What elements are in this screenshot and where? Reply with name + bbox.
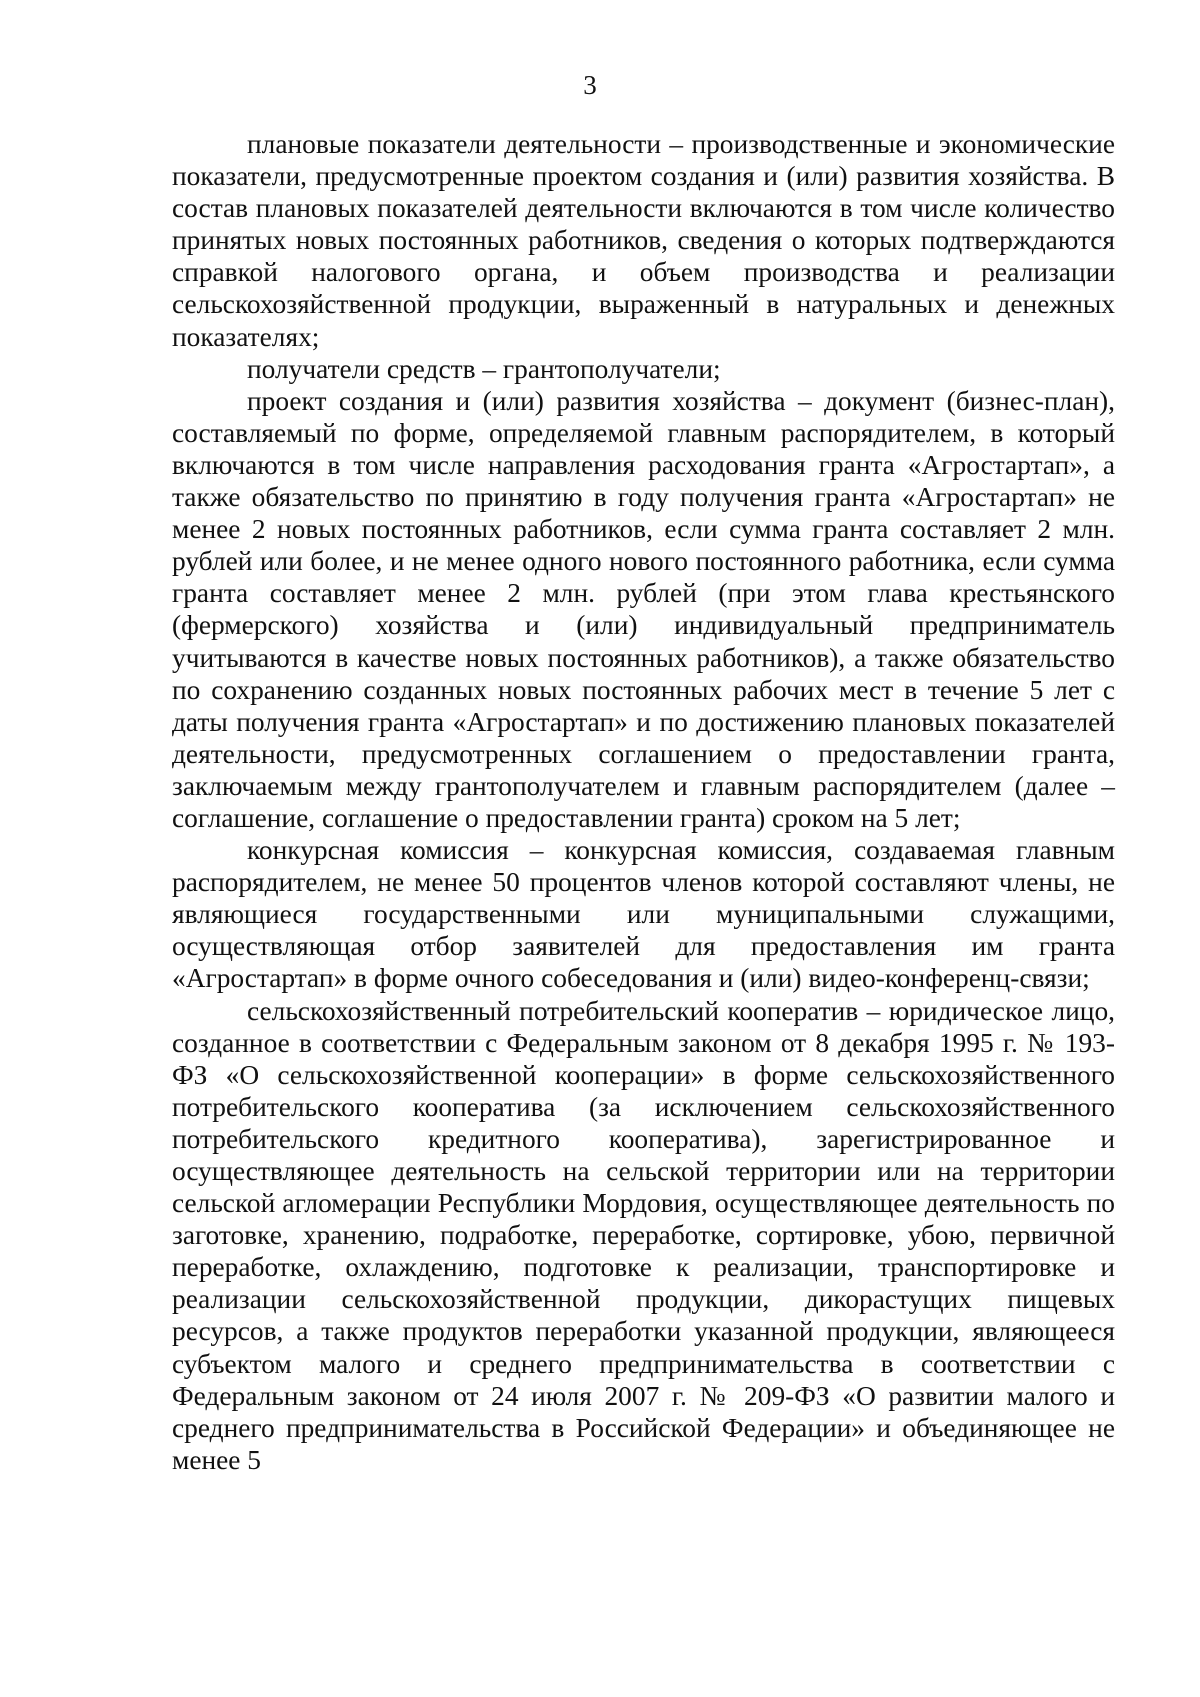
paragraph-business-plan: проект создания и (или) развития хозяйства – документ (бизнес-план), составляемый по форме, определяемой главным распорядителем, в который включаются в том числе направления расходования гранта «Агростартап», а также обязательство по принятию в году получения гранта «Агростартап» не менее 2 новых постоянных работников, если сумма гранта составляет 2 млн. рублей или более, и не менее одного нового постоянного работника, если сумма гранта составляет менее 2 млн. рублей (при этом глава крестьянского (фермерского) хозяйства и (или) индивидуальный предприниматель учитываются в качестве новых постоянных работников), а также обязательство по сохранению созданных новых постоянных рабочих мест в течение 5 лет с даты получения гранта «Агростартап» и по достижению плановых показателей деятельности, предусмотренных соглашением о предоставлении гранта, заключаемым между грантополучателем и главным распорядителем (далее – соглашение, соглашение о предоставлении гранта) сроком на 5 лет;: [172, 385, 1115, 833]
document-body: [172, 128, 1115, 1476]
paragraph-competition-commission: конкурсная комиссия – конкурсная комиссия, создаваемая главным распорядителем, не менее 50 процентов членов которой составляют члены, не являющиеся государственными или муниципальными служащими, осуществляющая отбор заявителей для предоставления им гранта «Агростартап» в форме очного собеседования и (или) видео-конференц-связи;: [172, 835, 1115, 994]
page-number: 3: [583, 70, 597, 100]
paragraph-agricultural-cooperative: сельскохозяйственный потребительский кооператив – юридическое лицо, созданное в соответствии с Федеральным законом от 8 декабря 1995 г. № 193-ФЗ «О сельскохозяйственной кооперации» в форме сельскохозяйственного потребительского кооператива (за исключением сельскохозяйственного потребительского кредитного кооператива), зарегистрированное и осуществляющее деятельность на сельской территории или на территории сельской агломерации Республики Мордовия, осуществляющее деятельность по заготовке, хранению, подработке, переработке, сортировке, убою, первичной переработке, охлаждению, подготовке к реализации, транспортировке и реализации сельскохозяйственной продукции, дикорастущих пищевых ресурсов, а также продуктов переработки указанной продукции, являющееся субъектом малого и среднего предпринимательства в соответствии с Федеральным законом от 24 июля 2007 г. № 209-ФЗ «О развитии малого и среднего предпринимательства в Российской Федерации» и объединяющее не менее 5: [172, 995, 1115, 1475]
paragraph-funds-recipients: получатели средств – грантополучатели;: [247, 353, 721, 384]
paragraph-planned-indicators: плановые показатели деятельности – производственные и экономические показатели, предусмотренные проектом создания и (или) развития хозяйства. В состав плановых показателей деятельности включаются в том числе количество принятых новых постоянных работников, сведения о которых подтверждаются справкой налогового органа, и объем производства и реализации сельскохозяйственной продукции, выраженный в натуральных и денежных показателях;: [172, 129, 1115, 352]
